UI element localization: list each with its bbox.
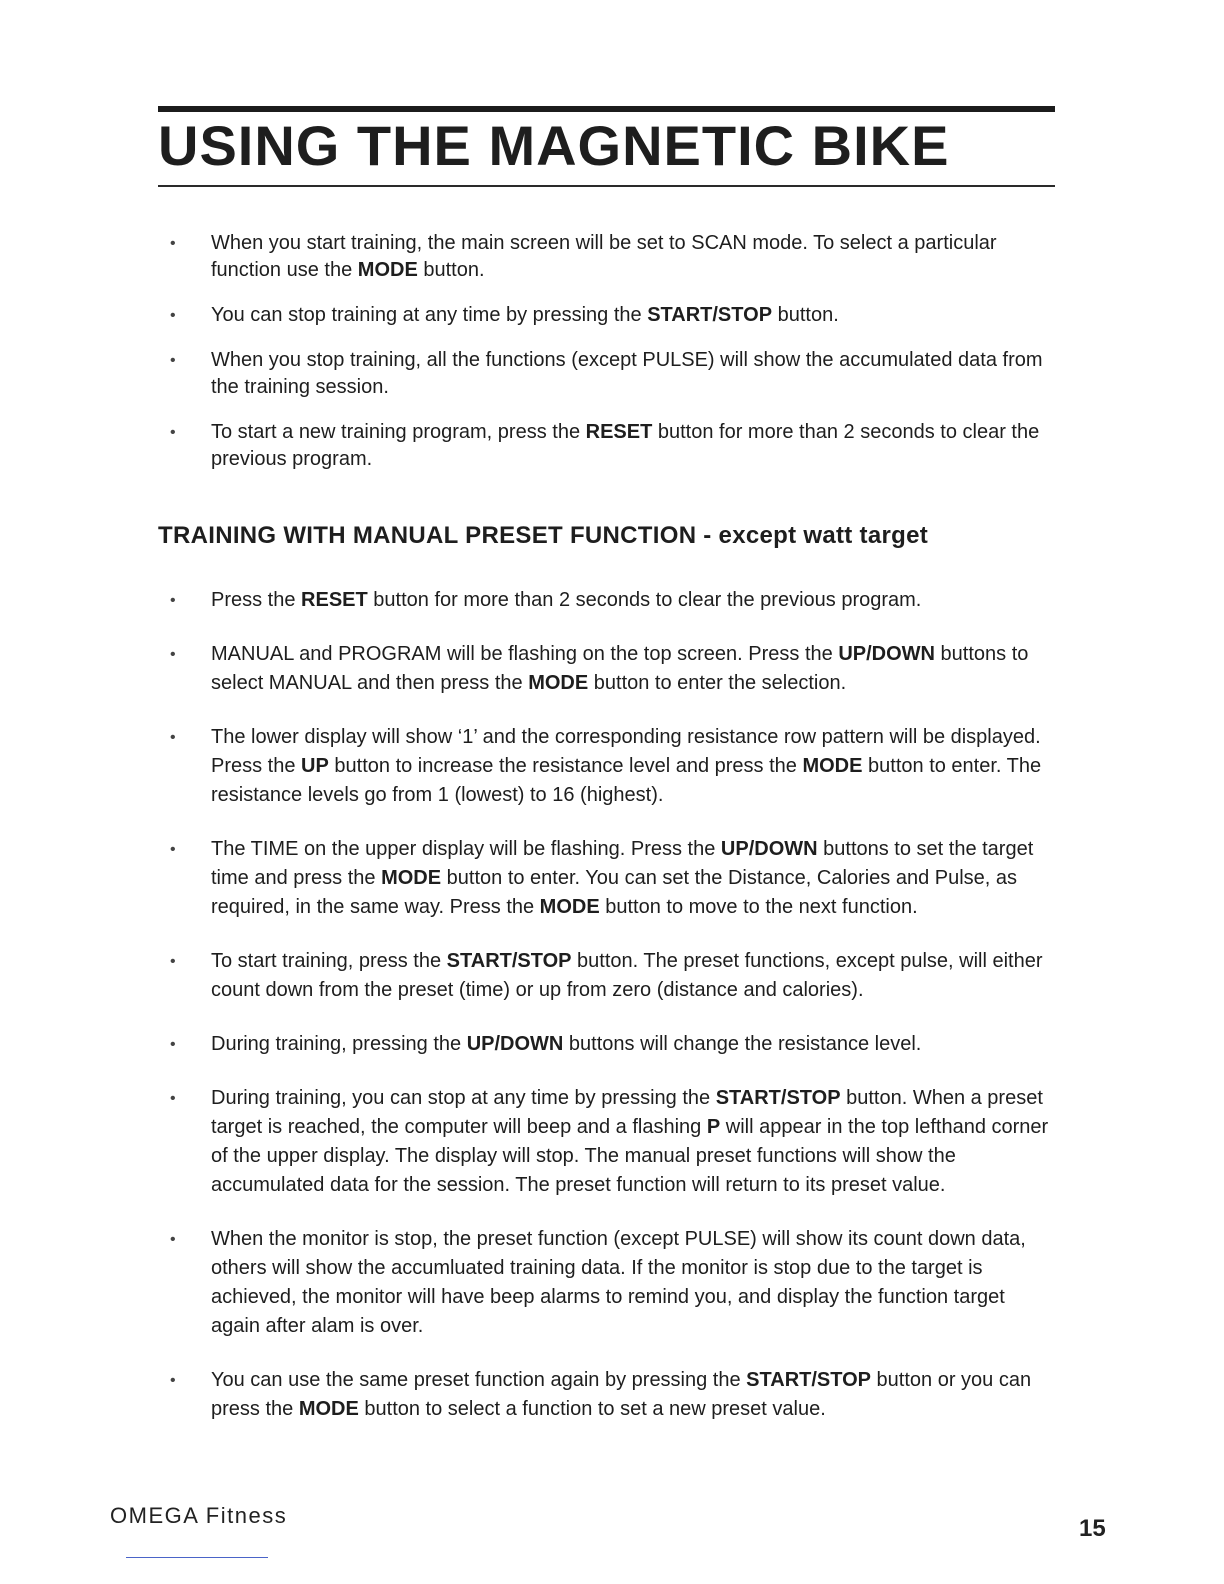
bullet-dot: • xyxy=(170,953,176,970)
bullet-item xyxy=(158,1084,1058,1200)
bold-term: START/STOP xyxy=(715,1087,841,1109)
bullet-item xyxy=(158,1225,1058,1341)
bold-term: UP/DOWN xyxy=(838,643,935,665)
bullet-text: To start training, press the xyxy=(211,950,447,972)
footer-underline xyxy=(126,1557,268,1558)
bullet-dot: • xyxy=(170,235,176,252)
bold-term: START/STOP xyxy=(446,950,572,972)
bullet-item xyxy=(158,723,1058,810)
bullet-dot: • xyxy=(170,1090,176,1107)
footer-brand: OMEGA Fitness xyxy=(110,1503,288,1528)
bold-term: MODE xyxy=(539,896,600,918)
title-bottom-rule xyxy=(158,185,1055,187)
bullet-item xyxy=(158,947,1058,1005)
bullet-text: buttons will change the resistance level. xyxy=(563,1033,922,1055)
bullet-dot: • xyxy=(170,1231,176,1248)
bullet-text: You can use the same preset function again by pressing the xyxy=(211,1369,747,1391)
intro-bullet-list xyxy=(158,230,1058,491)
bold-term: UP/DOWN xyxy=(466,1033,564,1055)
bold-term: MODE xyxy=(298,1398,359,1420)
bold-term: RESET xyxy=(301,589,368,611)
bullet-text: buttons to set the target time and press the xyxy=(211,838,1034,889)
bullet-item xyxy=(158,1030,1058,1059)
bullet-text: button to increase the resistance level and press the xyxy=(328,755,803,777)
bullet-text: When you stop training, all the functions (except PULSE) will show the accumulated data from the training session. xyxy=(211,349,1043,398)
bullet-text: When you start training, the main screen will be set to SCAN mode. To select a particular function use the xyxy=(211,232,997,281)
bullet-text: button for more than 2 seconds to clear the previous program. xyxy=(367,589,922,611)
bullet-text: button to enter the selection. xyxy=(588,672,847,694)
bold-term: RESET xyxy=(585,421,653,443)
bullet-text: button for more than 2 seconds to clear the previous program. xyxy=(211,421,1040,470)
bullet-dot: • xyxy=(170,592,176,609)
bold-term: START/STOP xyxy=(746,1369,871,1391)
bullet-text: button to select a function to set a new preset value. xyxy=(358,1398,826,1420)
page-number: 15 xyxy=(1079,1515,1106,1542)
bullet-item xyxy=(158,835,1058,922)
bullet-dot: • xyxy=(170,646,176,663)
bullet-text: button to move to the next function. xyxy=(599,896,918,918)
bold-term: MODE xyxy=(357,259,418,281)
bullet-text: button. When a preset target is reached, the computer will beep and a flashing xyxy=(211,1087,1043,1138)
bold-term: START/STOP xyxy=(647,304,773,326)
bullet-text: You can stop training at any time by pressing the xyxy=(211,304,648,326)
bullet-text: Press the xyxy=(211,589,302,611)
bullet-dot: • xyxy=(170,1372,176,1389)
bullet-item xyxy=(158,347,1058,401)
bullet-dot: • xyxy=(170,729,176,746)
manual-preset-bullet-list xyxy=(158,586,1058,1449)
title-top-rule xyxy=(158,106,1055,112)
bullet-dot: • xyxy=(170,1036,176,1053)
bullet-text: button or you can press the xyxy=(211,1369,1032,1420)
bullet-dot: • xyxy=(170,352,176,369)
bold-term: UP xyxy=(301,755,329,777)
bullet-dot: • xyxy=(170,424,176,441)
section-heading: TRAINING WITH MANUAL PRESET FUNCTION - except watt target xyxy=(158,522,929,549)
bullet-text: button. The preset functions, except pulse, will either count down from the preset (time) or up from zero (distance and calories). xyxy=(211,950,1043,1001)
bold-term: MODE xyxy=(528,672,589,694)
bullet-text: The TIME on the upper display will be flashing. Press the xyxy=(211,838,721,860)
bullet-text: will appear in the top lefthand corner of the upper display. The display will stop. The manual preset functions will show the accumulated data for the session. The preset function will return to its preset value. xyxy=(211,1116,1049,1196)
bullet-item xyxy=(158,419,1058,473)
bold-term: P xyxy=(706,1116,721,1138)
page-title: USING THE MAGNETIC BIKE xyxy=(158,114,950,177)
bullet-item xyxy=(158,302,1058,329)
bold-term: UP/DOWN xyxy=(720,838,818,860)
bullet-text: During training, you can stop at any time by pressing the xyxy=(211,1087,716,1109)
bullet-text: button. xyxy=(417,259,485,281)
bullet-text: To start a new training program, press the xyxy=(211,421,586,443)
bold-term: MODE xyxy=(802,755,863,777)
bullet-text: buttons to select MANUAL and then press the xyxy=(211,643,1029,694)
bullet-item xyxy=(158,640,1058,698)
bullet-dot: • xyxy=(170,841,176,858)
bullet-dot: • xyxy=(170,307,176,324)
bullet-text: button. xyxy=(772,304,839,326)
bullet-item xyxy=(158,1366,1058,1424)
bullet-text: button to enter. The resistance levels go from 1 (lowest) to 16 (highest). xyxy=(211,755,1042,806)
bullet-item xyxy=(158,230,1058,284)
bullet-text: During training, pressing the xyxy=(211,1033,467,1055)
bullet-text: The lower display will show ‘1’ and the corresponding resistance row pattern will be displayed. Press the xyxy=(211,726,1041,777)
bullet-text: MANUAL and PROGRAM will be flashing on the top screen. Press the xyxy=(211,643,839,665)
bullet-text: button to enter. You can set the Distance, Calories and Pulse, as required, in the same way. Press the xyxy=(211,867,1018,918)
bold-term: MODE xyxy=(381,867,442,889)
bullet-text: When the monitor is stop, the preset function (except PULSE) will show its count down data, others will show the accumluated training data. If the monitor is stop due to the target is achieved, the monitor will have beep alarms to remind you, and display the function target again after alam is over. xyxy=(211,1228,1026,1337)
bullet-item xyxy=(158,586,1058,615)
